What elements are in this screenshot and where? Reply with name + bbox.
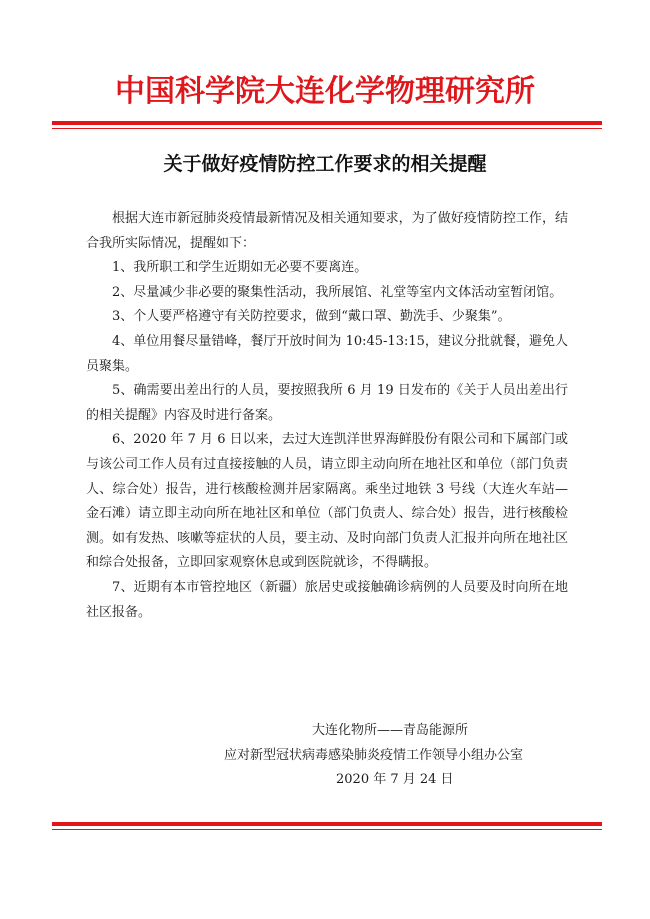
item-paragraph-3: 3、个人要严格遵守有关防控要求，做到“戴口罩、勤洗手、少聚集”。 [112, 309, 511, 325]
document-title: 关于做好疫情防控工作要求的相关提醒 [163, 153, 487, 175]
org-letterhead-title: 中国科学院大连化学物理研究所 [115, 74, 535, 109]
document-body [86, 207, 568, 625]
divider-thin-line [52, 128, 602, 129]
footer-divider [52, 822, 602, 830]
item-paragraph-1: 1、我所职工和学生近期如无必要不要离连。 [112, 260, 368, 276]
item-paragraph-6: 6、2020 年 7 月 6 日以来，去过大连凯洋世界海鲜股份有限公司和下属部门或与该公司工作人员有过直接接触的人员，请立即主动向所在地社区和单位（部门负责人、综合处）报告，进行核酸检测并居家隔离。乘坐过地铁 3 号线（大连火车站—金石滩）请立即主动向所在地社区和单位（部门负责人、综合处）报告，进行核酸检测。如有发热、咳嗽等症状的人员，要主动、及时向部门负责人汇报并向所在地社区和综合处报备，立即回家观察休息或到医院就诊，不得瞒报。 [86, 432, 568, 571]
item-paragraph-2: 2、尽量减少非必要的聚集性活动，我所展馆、礼堂等室内文体活动室暂闭馆。 [112, 284, 563, 300]
signature-organization: 大连化物所——青岛能源所 [312, 723, 469, 738]
item-paragraph-4: 4、单位用餐尽量错峰，餐厅开放时间为 10:45-13:15，建议分批就餐，避免人员聚集。 [86, 333, 568, 374]
divider-thick-line [52, 121, 602, 125]
signature-date: 2020 年 7 月 24 日 [336, 772, 454, 788]
item-paragraph-7: 7、近期有本市管控地区（新疆）旅居史或接触确诊病例的人员要及时向所在地社区报备。 [86, 579, 568, 620]
signature-block [86, 719, 568, 793]
divider-thick-line [52, 822, 602, 826]
item-paragraph-5: 5、确需要出差出行的人员，要按照我所 6 月 19 日发布的《关于人员出差出行的相关提醒》内容及时进行备案。 [86, 383, 568, 423]
signature-office: 应对新型冠状病毒感染肺炎疫情工作领导小组办公室 [224, 747, 524, 763]
letterhead-divider-top [52, 121, 602, 129]
divider-thin-line [52, 829, 602, 830]
intro-paragraph: 根据大连市新冠肺炎疫情最新情况及相关通知要求，为了做好疫情防控工作，结合我所实际情况，提醒如下： [86, 211, 568, 251]
